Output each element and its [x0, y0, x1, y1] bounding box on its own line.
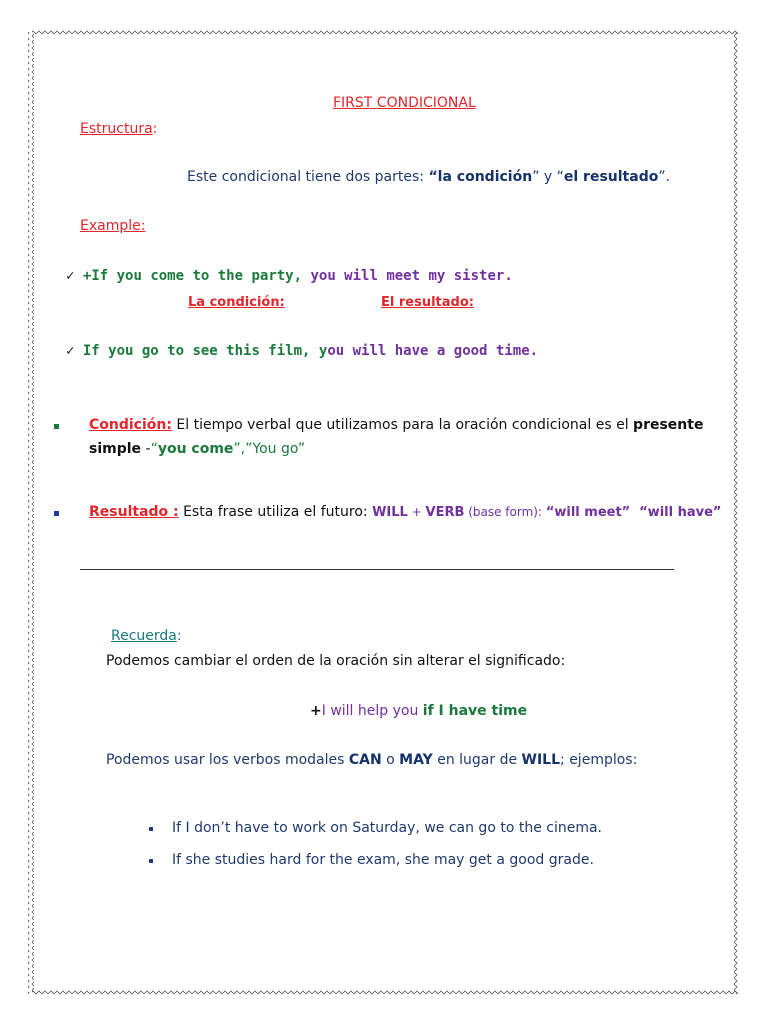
bullet-resultado-verb: VERB — [425, 505, 465, 520]
example-2-condition: If you go to see this film — [82, 343, 303, 359]
example-2-end: . — [529, 343, 539, 359]
example-1-condition: If you come to the party — [91, 268, 294, 284]
bullet-resultado-text: Esta frase utiliza el futuro: — [178, 504, 373, 520]
bullet-resultado — [89, 504, 721, 520]
intro-q3: ”. — [658, 169, 671, 185]
bullet-condicion-q1: “ — [150, 441, 158, 457]
bullet-resultado-label: Resultado : — [89, 504, 179, 520]
intro-la-condicion: la condición — [437, 169, 533, 185]
bullet-condicion-line2 — [89, 441, 305, 457]
example-2-result: ou will have a good time — [327, 343, 530, 359]
border-right — [734, 32, 740, 994]
bullet-square-icon — [54, 511, 59, 516]
estructura-colon: : — [152, 121, 158, 137]
recuerda-colon: : — [176, 628, 182, 644]
border-bottom — [32, 990, 738, 996]
recuerda-ex-plus: + — [310, 703, 322, 719]
recuerda-ex-result: I will help you — [321, 703, 423, 719]
bullet-condicion-bold2: simple — [89, 441, 142, 457]
bullet-condicion-text: El tiempo verbal que utilizamos para la oración condicional es el — [171, 417, 634, 433]
example-label: Example: — [80, 218, 146, 234]
list-item: If she studies hard for the exam, she may get a good grade. — [172, 852, 594, 868]
example-1-result: you will meet my sister — [310, 268, 505, 284]
intro-el-resultado: el resultado — [563, 169, 659, 185]
bullet-condicion-label: Condición: — [89, 417, 172, 433]
label-resultado: El resultado: — [381, 295, 474, 310]
intro-before: Este condicional tiene dos partes: — [187, 169, 429, 185]
bullet-condicion-q2: ”,” — [233, 441, 253, 457]
list-bullet-icon — [149, 859, 153, 863]
modales-en-lugar: en lugar de — [432, 752, 522, 768]
modales-will: WILL — [521, 752, 561, 768]
label-condicion-text: La condición — [188, 295, 280, 310]
bullet-resultado-will: WILL — [372, 505, 408, 520]
example-1-plus: + — [82, 268, 92, 284]
bullet-resultado-paren-open: ( — [464, 505, 473, 519]
page-title: FIRST CONDICIONAL — [333, 95, 476, 111]
example-1 — [66, 268, 513, 284]
border-left — [28, 32, 34, 994]
example-1-comma: , — [293, 268, 311, 284]
border-top — [32, 29, 738, 35]
bullet-condicion-line1 — [89, 417, 703, 433]
list-bullet-icon — [149, 827, 153, 831]
bullet-resultado-ex2: “will have” — [639, 505, 722, 520]
label-condicion-colon: : — [279, 295, 285, 310]
bullet-condicion-ex1: you come — [157, 441, 234, 457]
bullet-condicion-bold1: presente — [633, 417, 704, 433]
modales-line — [106, 752, 637, 768]
bullet-condicion-ex2: You go” — [252, 441, 306, 457]
modales-may: MAY — [399, 752, 433, 768]
bullet-resultado-plus: + — [407, 505, 426, 519]
modales-can: CAN — [348, 752, 382, 768]
recuerda-line: Podemos cambiar el orden de la oración sin alterar el significado: — [106, 653, 566, 669]
intro-line — [187, 169, 670, 185]
example-2-comma: , — [302, 343, 319, 359]
bullet-resultado-ex1: “will meet” — [545, 505, 631, 520]
label-condicion — [188, 295, 285, 310]
modales-o: o — [381, 752, 400, 768]
intro-q1: “ — [428, 169, 438, 185]
modales-before: Podemos usar los verbos modales — [106, 752, 349, 768]
recuerda-ex-condition: if I have time — [422, 703, 528, 719]
checkmark-icon: ✓ — [66, 268, 75, 284]
estructura-label: Estructura — [80, 121, 153, 137]
list-item: If I don’t have to work on Saturday, we can go to the cinema. — [172, 820, 603, 836]
estructura-heading — [80, 121, 157, 137]
checkmark-icon: ✓ — [66, 343, 75, 359]
bullet-square-icon — [54, 424, 59, 429]
recuerda-label: Recuerda — [111, 628, 177, 644]
intro-q2: ” y “ — [532, 169, 564, 185]
example-2 — [66, 343, 538, 359]
recuerda-example — [310, 703, 527, 719]
divider — [80, 569, 674, 570]
bullet-condicion-dash: - — [141, 441, 151, 457]
modales-after: ; ejemplos: — [560, 752, 638, 768]
example-1-end: . — [504, 268, 513, 284]
example-2-y: y — [318, 343, 328, 359]
recuerda-heading — [111, 628, 182, 644]
bullet-resultado-base: base form — [472, 505, 534, 519]
bullet-resultado-paren-close: ): — [533, 505, 546, 519]
